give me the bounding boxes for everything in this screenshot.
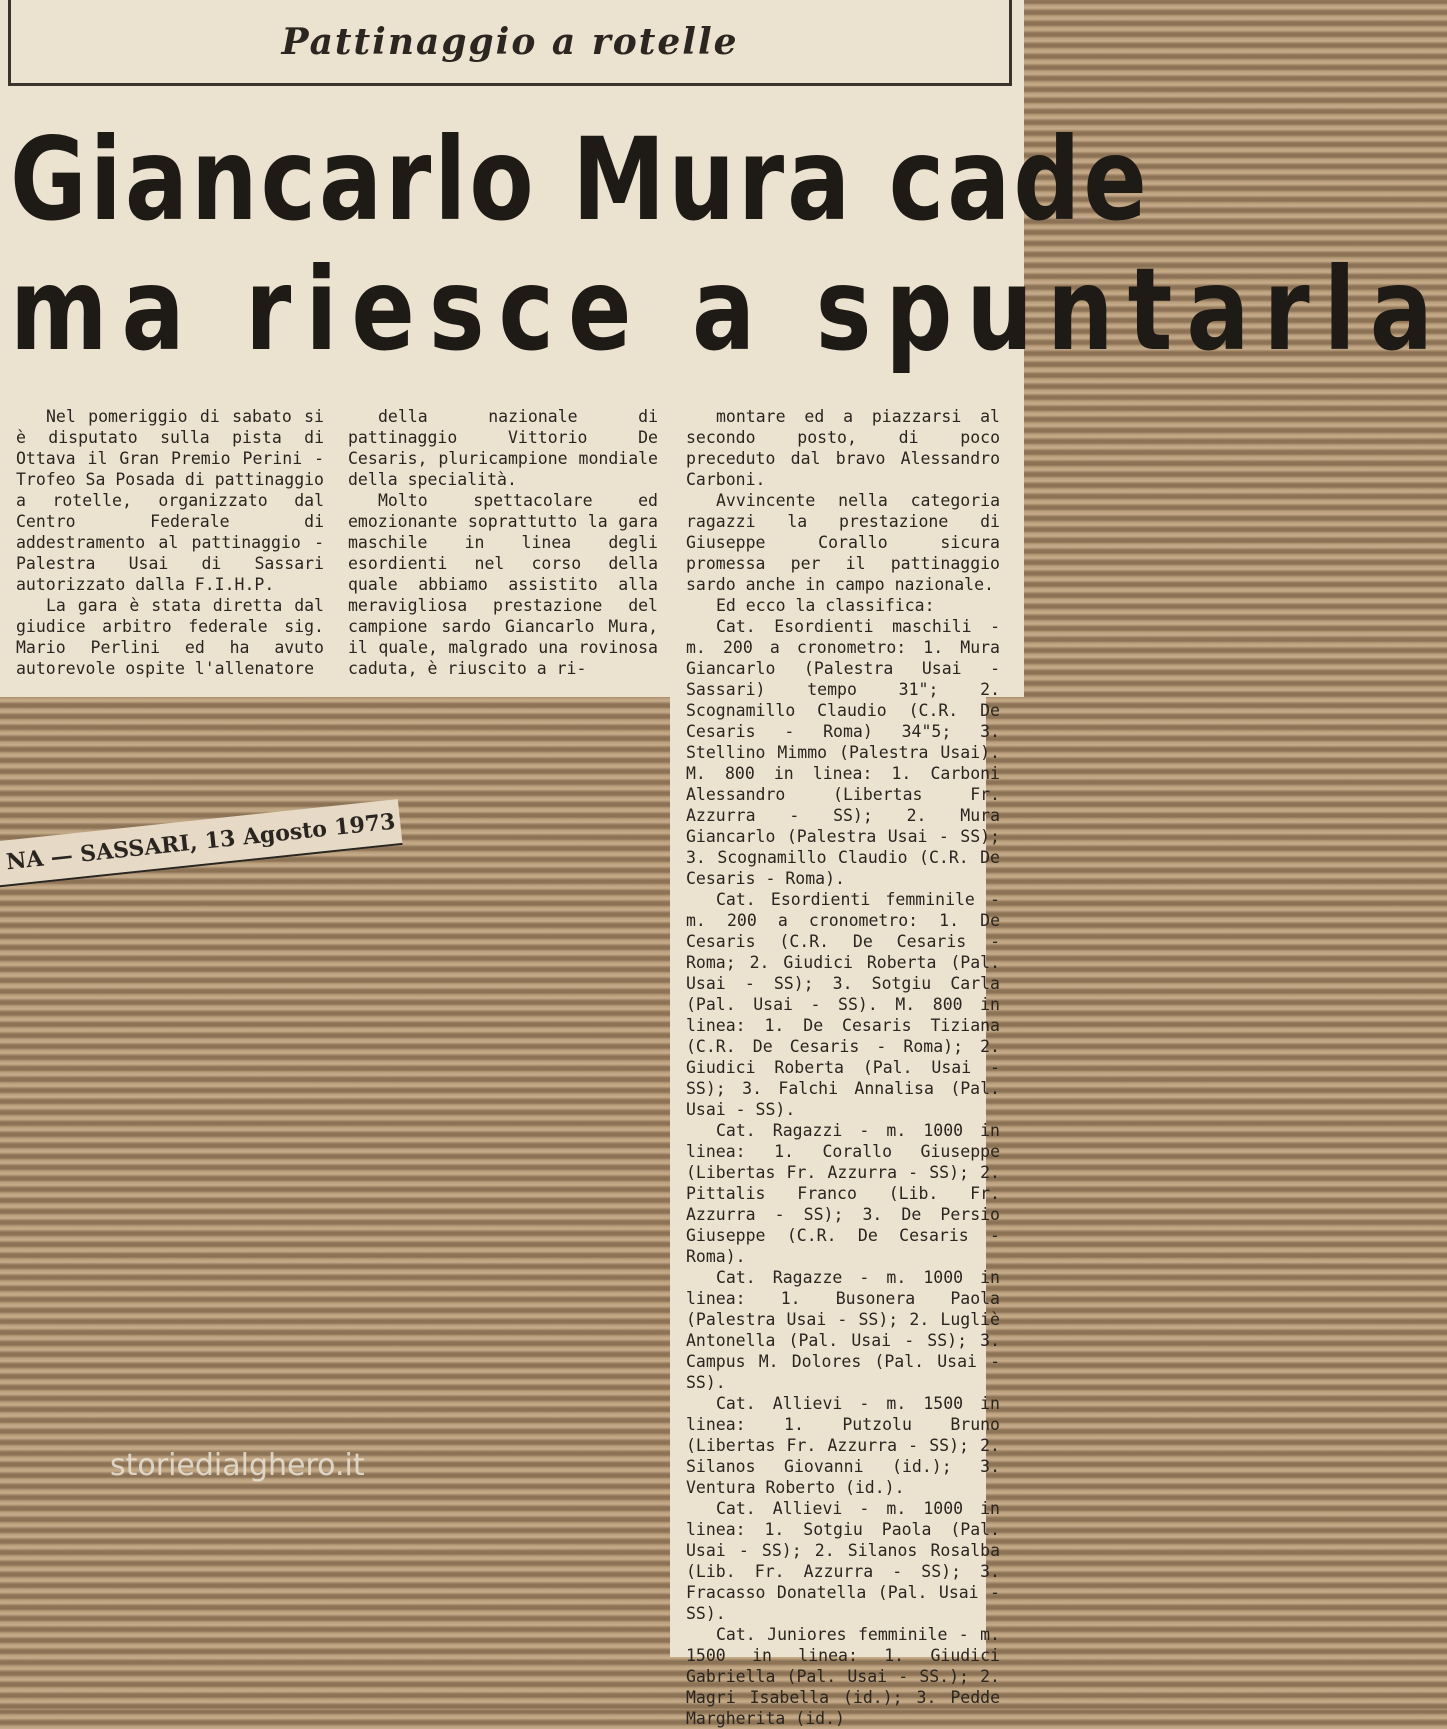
article-column-3 <box>686 406 1000 1729</box>
dateline-text: NA — SASSARI, 13 Agosto 1973 <box>4 808 397 876</box>
paragraph: della nazionale di pattinaggio Vittorio De Cesaris, pluricampione mondiale della specialità. <box>348 407 658 489</box>
watermark: storiedialghero.it <box>110 1448 365 1483</box>
kicker-text: Pattinaggio a rotelle <box>281 20 739 63</box>
paragraph: montare ed a piazzarsi al secondo posto, di poco preceduto dal bravo Alessandro Carboni. <box>686 407 1000 489</box>
paragraph: Cat. Juniores femminile - m. 1500 in linea: 1. Giudici Gabriella (Pal. Usai - SS.); 2. Magri Isabella (id.); 3. Pedde Margherita (id.) <box>686 1625 1000 1728</box>
dateline-strip <box>0 799 403 888</box>
section-kicker <box>8 0 1012 86</box>
article-column-1 <box>16 406 324 679</box>
headline-line-1: Giancarlo Mura cade <box>10 112 1150 247</box>
paragraph: La gara è stata diretta dal giudice arbitro federale sig. Mario Perlini ed ha avuto autorevole ospite l'allenatore <box>16 596 324 678</box>
paragraph: Cat. Allievi - m. 1000 in linea: 1. Sotgiu Paola (Pal. Usai - SS); 2. Silanos Rosalba (Lib. Fr. Azzurra - SS); 3. Fracasso Donatella (Pal. Usai - SS). <box>686 1499 1000 1623</box>
paragraph: Avvincente nella categoria ragazzi la prestazione di Giuseppe Corallo sicura promessa per il pattinaggio sardo anche in campo nazionale. <box>686 491 1000 594</box>
paragraph: Nel pomeriggio di sabato si è disputato sulla pista di Ottava il Gran Premio Perini - Trofeo Sa Posada di pattinaggio a rotelle, organizzato dal Centro Federale di addestramento al pattinaggio - Palestra Usai di Sassari autorizzato dalla F.I.H.P. <box>16 407 324 594</box>
paragraph: Molto spettacolare ed emozionante soprattutto la gara maschile in linea degli esordienti nel corso della quale abbiamo assistito alla meravigliosa prestazione del campione sardo Giancarlo Mura, il quale, malgrado una rovinosa caduta, è riuscito a ri- <box>348 491 658 678</box>
paragraph: Cat. Allievi - m. 1500 in linea: 1. Putzolu Bruno (Libertas Fr. Azzurra - SS); 2. Silanos Giovanni (id.); 3. Ventura Roberto (id.). <box>686 1394 1000 1497</box>
paragraph: Cat. Esordienti femminile - m. 200 a cronometro: 1. De Cesaris (C.R. De Cesaris - Roma; 2. Giudici Roberta (Pal. Usai - SS); 3. Sotgiu Carla (Pal. Usai - SS). M. 800 in linea: 1. De Cesaris Tiziana (C.R. De Cesaris - Roma); 2. Giudici Roberta (Pal. Usai - SS); 3. Falchi Annalisa (Pal. Usai - SS). <box>686 890 1000 1119</box>
paragraph: Cat. Esordienti maschili - m. 200 a cronometro: 1. Mura Giancarlo (Palestra Usai - Sassari) tempo 31"; 2. Scognamillo Claudio (C.R. De Cesaris - Roma) 34"5; 3. Stellino Mimmo (Palestra Usai). M. 800 in linea: 1. Carboni Alessandro (Libertas Fr. Azzurra - SS); 2. Mura Giancarlo (Palestra Usai - SS); 3. Scognamillo Claudio (C.R. De Cesaris - Roma). <box>686 617 1000 888</box>
article-column-2 <box>348 406 658 679</box>
paragraph: Cat. Ragazzi - m. 1000 in linea: 1. Corallo Giuseppe (Libertas Fr. Azzurra - SS); 2. Pittalis Franco (Lib. Fr. Azzurra - SS); 3. De Persio Giuseppe (C.R. De Cesaris - Roma). <box>686 1121 1000 1266</box>
paragraph: Ed ecco la classifica: <box>716 596 935 615</box>
headline <box>10 108 1447 377</box>
paragraph: Cat. Ragazze - m. 1000 in linea: 1. Busonera Paola (Palestra Usai - SS); 2. Lugliè Antonella (Pal. Usai - SS); 3. Campus M. Dolores (Pal. Usai - SS). <box>686 1268 1000 1392</box>
headline-line-2: ma riesce a spuntarla <box>10 242 1447 377</box>
